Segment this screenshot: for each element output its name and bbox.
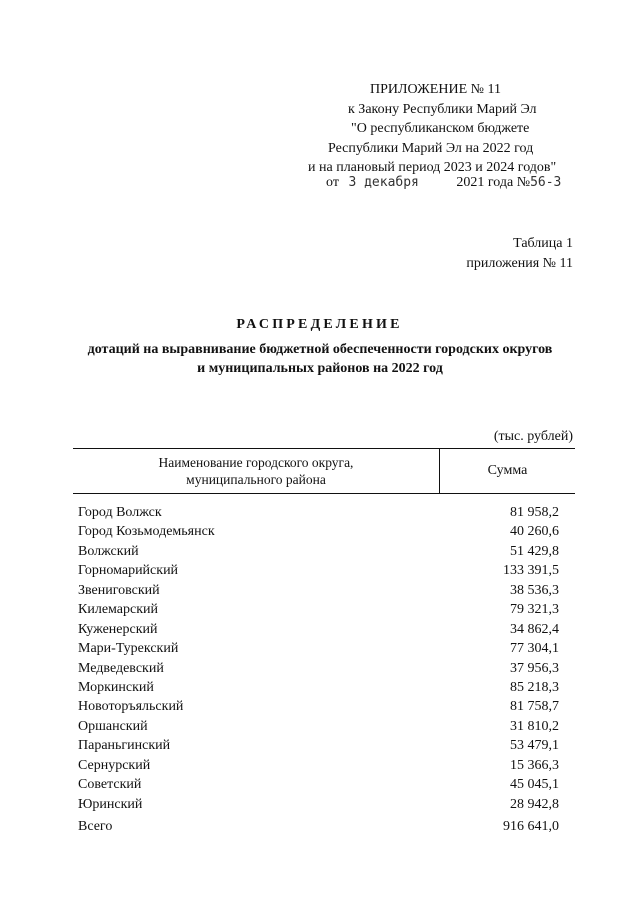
law-number: 56-З bbox=[530, 175, 562, 190]
table-row bbox=[78, 600, 559, 619]
row-value: 81 958,2 bbox=[510, 505, 559, 520]
appendix-line: к Закону Республики Марий Эл bbox=[348, 101, 537, 117]
row-name: Оршанский bbox=[78, 718, 148, 734]
table-row bbox=[78, 756, 559, 775]
table-body bbox=[78, 503, 559, 814]
row-value: 53 479,1 bbox=[510, 738, 559, 754]
row-name: Волжский bbox=[78, 543, 139, 559]
row-value: 85 218,3 bbox=[510, 679, 559, 695]
appendix-line: "О республиканском бюджете bbox=[351, 121, 530, 136]
table-row bbox=[78, 503, 559, 522]
document-title: РАСПРЕДЕЛЕНИЕ bbox=[236, 317, 403, 332]
units-label: (тыс. рублей) bbox=[493, 429, 573, 444]
row-value: 81 758,7 bbox=[510, 699, 559, 715]
table-ref-line1: Таблица 1 bbox=[513, 236, 573, 251]
table-row bbox=[78, 561, 559, 580]
row-value: 133 391,5 bbox=[503, 563, 559, 579]
row-value: 79 321,3 bbox=[510, 602, 559, 618]
header-name-line1: Наименование городского округа, bbox=[158, 455, 354, 470]
row-name: Моркинский bbox=[78, 679, 154, 695]
row-value: 51 429,8 bbox=[510, 543, 559, 559]
table-row bbox=[78, 697, 559, 716]
row-name: Город Волжск bbox=[78, 505, 162, 520]
header-name-line2: муниципального района bbox=[186, 472, 326, 487]
row-value: 40 260,6 bbox=[510, 524, 559, 540]
row-name: Мари-Турекский bbox=[78, 641, 179, 657]
row-value: 45 045,1 bbox=[510, 777, 559, 793]
row-name: Килемарский bbox=[78, 602, 159, 618]
date-suffix: 2021 года № bbox=[456, 175, 531, 190]
row-name: Юринский bbox=[78, 796, 143, 812]
document-subtitle bbox=[60, 340, 580, 378]
table-ref-line2: приложения № 11 bbox=[466, 256, 573, 271]
table-row bbox=[78, 522, 559, 541]
table-row bbox=[78, 659, 559, 678]
table-row bbox=[78, 542, 559, 561]
table-row bbox=[78, 717, 559, 736]
row-value: 38 536,3 bbox=[510, 582, 559, 598]
table-row bbox=[78, 620, 559, 639]
row-name: Звениговский bbox=[78, 582, 160, 598]
table-row bbox=[78, 639, 559, 658]
total-label: Всего bbox=[78, 819, 113, 834]
date-prefix: от bbox=[326, 175, 339, 190]
law-date-line bbox=[326, 175, 561, 191]
table-row bbox=[78, 678, 559, 697]
table-row bbox=[78, 775, 559, 794]
row-name: Параньгинский bbox=[78, 738, 171, 754]
table-row bbox=[78, 581, 559, 600]
row-value: 15 366,3 bbox=[510, 757, 559, 773]
appendix-line: ПРИЛОЖЕНИЕ № 11 bbox=[370, 82, 501, 97]
appendix-line: Республики Марий Эл на 2022 год bbox=[328, 140, 534, 156]
row-name: Сернурский bbox=[78, 757, 151, 773]
row-name: Горномарийский bbox=[78, 563, 179, 579]
row-name: Новоторъяльский bbox=[78, 699, 184, 715]
appendix-line: и на плановый период 2023 и 2024 годов" bbox=[308, 160, 557, 175]
row-value: 31 810,2 bbox=[510, 718, 559, 734]
table-row bbox=[78, 736, 559, 755]
row-name: Куженерский bbox=[78, 621, 158, 637]
total-value: 916 641,0 bbox=[503, 819, 559, 834]
subtitle-line2: и муниципальных районов на 2022 год bbox=[197, 361, 443, 376]
row-value: 77 304,1 bbox=[510, 641, 559, 657]
table-header bbox=[73, 448, 575, 494]
row-name: Медведевский bbox=[78, 660, 164, 676]
appendix-header bbox=[300, 80, 590, 178]
total-row bbox=[78, 819, 559, 835]
date-handwritten: 3 декабря bbox=[348, 175, 419, 190]
header-name-cell bbox=[73, 449, 440, 493]
header-sum-cell: Сумма bbox=[487, 463, 528, 478]
table-reference bbox=[466, 234, 573, 274]
row-value: 34 862,4 bbox=[510, 621, 559, 637]
subtitle-line1: дотаций на выравнивание бюджетной обеспеченности городских округов bbox=[87, 342, 553, 357]
row-name: Город Козьмодемьянск bbox=[78, 524, 215, 540]
table-row bbox=[78, 795, 559, 814]
row-value: 28 942,8 bbox=[510, 796, 559, 812]
row-name: Советский bbox=[78, 777, 142, 793]
row-value: 37 956,3 bbox=[510, 660, 559, 676]
